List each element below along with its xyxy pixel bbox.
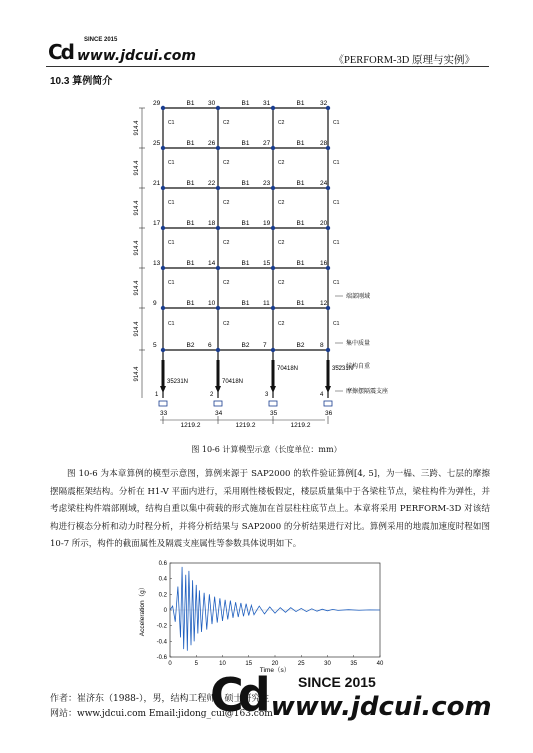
bay-width-label: 1219.2	[180, 422, 201, 429]
beam-label: B1	[186, 260, 195, 267]
node-number: 18	[208, 220, 216, 227]
node-number: 7	[263, 342, 267, 349]
column-label: C1	[168, 200, 175, 206]
story-height-label: 914.4	[134, 160, 140, 176]
frame-model-figure	[130, 98, 430, 438]
isolation-bearing	[324, 401, 332, 406]
column-label: C1	[168, 280, 175, 286]
footer-author: 作者：崔济东（1988-），男，结构工程师，硕士研究生	[50, 694, 270, 704]
node-number: 4	[320, 392, 324, 398]
node-dot	[161, 146, 165, 150]
node-number: 10	[208, 300, 216, 307]
beam-label: B1	[241, 300, 250, 307]
x-tick-label: 20	[271, 661, 279, 667]
node-number: 32	[320, 100, 328, 107]
column-label: C1	[168, 240, 175, 246]
column-label: C2	[278, 321, 285, 327]
node-dot	[271, 146, 275, 150]
story-height-label: 914.4	[134, 321, 140, 337]
y-tick-label: 0	[163, 608, 167, 614]
node-dot	[271, 226, 275, 230]
node-number: 26	[208, 140, 216, 147]
x-tick-label: 35	[350, 661, 358, 667]
node-number: 20	[320, 220, 328, 227]
node-number: 16	[320, 260, 328, 267]
node-dot	[271, 186, 275, 190]
node-number: 31	[263, 100, 271, 107]
node-number: 23	[263, 180, 271, 187]
column-label: C1	[333, 160, 340, 166]
x-tick-label: 25	[297, 661, 305, 667]
node-number: 17	[153, 220, 161, 227]
node-dot	[216, 106, 220, 110]
isolation-bearing	[159, 401, 167, 406]
column-label: C2	[223, 200, 230, 206]
y-axis-label: Acceleration（g）	[139, 583, 146, 637]
column-label: C1	[333, 321, 340, 327]
column-label: C1	[168, 321, 175, 327]
node-dot	[161, 306, 165, 310]
column-label: C2	[223, 321, 230, 327]
beam-label: B1	[241, 100, 250, 107]
beam-label: B1	[296, 140, 305, 147]
x-axis-label: Time（s）	[259, 667, 291, 673]
beam-label: B1	[186, 140, 195, 147]
node-dot	[216, 186, 220, 190]
column-label: C1	[168, 120, 175, 126]
book-title: 《PERFORM-3D 原理与实例》	[333, 55, 475, 66]
y-tick-label: 0.2	[158, 592, 167, 599]
column-label: C2	[278, 240, 285, 246]
x-tick-label: 30	[324, 661, 331, 667]
node-number: 34	[215, 410, 223, 417]
node-number: 22	[208, 180, 216, 187]
story-height-label: 914.4	[134, 280, 140, 296]
column-label: C1	[333, 200, 340, 206]
y-tick-label: -0.6	[156, 655, 167, 661]
node-number: 13	[153, 260, 161, 267]
body-paragraph: 图 10-6 为本章算例的模型示意图，算例来源于 SAP2000 的软件验证算例[4, 5]，为一榀、三跨、七层的摩擦摆隔震框架结构。分析在 H1-V 平面内进行，采用刚性楼板假定，楼层质量集中于各梁柱节点，梁柱构件为弹性，并考虑梁柱构件端部刚域，结构自重以集中荷载的形式施加在首层柱柱底节点上。本章将采用 PERFORM-3D 对该结构进行模态分析和动力时程分析，并将分析结果与 SAP2000 的分析结果进行对比。算例采用的地震加速度时程如图 10-7 所示，构件的截面属性及隔震支座属性等参数具体说明如下。	[50, 469, 490, 549]
beam-label: B1	[296, 220, 305, 227]
column-label: C1	[333, 120, 340, 126]
figure-10-6-caption: 图 10-6 计算模型示意（长度单位：mm）	[191, 445, 342, 454]
column-label: C2	[278, 160, 285, 166]
watermark-since: SINCE 2015	[298, 674, 376, 690]
legend-label: 集中质量	[346, 341, 371, 347]
node-number: 27	[263, 140, 271, 147]
node-number: 1	[155, 392, 159, 398]
beam-label: B1	[241, 260, 250, 267]
column-label: C1	[168, 160, 175, 166]
x-tick-label: 10	[219, 661, 226, 667]
node-number: 19	[263, 220, 271, 227]
x-tick-label: 40	[376, 661, 384, 667]
header-logo	[48, 37, 196, 64]
node-number: 11	[263, 300, 270, 307]
x-tick-label: 0	[168, 661, 172, 667]
bay-width-label: 1219.2	[290, 422, 311, 429]
load-arrow-head	[160, 386, 166, 393]
node-dot	[271, 306, 275, 310]
beam-label: B1	[296, 260, 305, 267]
column-label: C2	[278, 120, 285, 126]
legend-label: 端部刚域	[346, 294, 371, 300]
node-number: 2	[210, 392, 214, 398]
beam-label: B1	[186, 100, 195, 107]
node-dot	[216, 348, 220, 352]
watermark-logo	[210, 668, 492, 722]
node-number: 35	[270, 410, 278, 417]
beam-label: B1	[186, 180, 195, 187]
node-number: 8	[320, 342, 324, 349]
column-label: C1	[333, 280, 340, 286]
beam-label: B2	[186, 342, 195, 349]
load-arrow-head	[325, 386, 331, 393]
node-number: 12	[320, 300, 328, 307]
beam-label: B1	[241, 180, 250, 187]
node-dot	[161, 266, 165, 270]
node-number: 24	[320, 180, 328, 187]
beam-label: B1	[241, 220, 250, 227]
y-tick-label: -0.4	[156, 639, 167, 646]
node-number: 25	[153, 140, 161, 147]
y-tick-label: -0.2	[156, 623, 167, 630]
node-dot	[271, 106, 275, 110]
story-height-label: 914.4	[134, 200, 140, 216]
load-label: 35231N	[332, 366, 354, 372]
node-dot	[271, 266, 275, 270]
node-dot	[161, 226, 165, 230]
column-label: C2	[278, 200, 285, 206]
node-dot	[216, 266, 220, 270]
node-number: 9	[153, 300, 157, 307]
footer-contact: 网站：www.jdcui.com Email:jidong_cui@163.com	[50, 709, 273, 719]
node-dot	[271, 348, 275, 352]
node-dot	[161, 186, 165, 190]
node-dot	[216, 226, 220, 230]
legend-label: 摩擦摆隔震支座	[346, 389, 389, 395]
node-number: 30	[208, 100, 216, 107]
story-height-label: 914.4	[134, 366, 140, 382]
node-dot	[161, 106, 165, 110]
beam-label: B2	[296, 342, 305, 349]
column-label: C2	[223, 120, 230, 126]
acceleration-chart	[136, 558, 386, 673]
node-dot	[161, 348, 165, 352]
node-number: 36	[325, 410, 333, 417]
node-number: 28	[320, 140, 328, 147]
load-arrow-head	[215, 386, 221, 393]
y-tick-label: 0.6	[158, 561, 167, 567]
y-tick-label: 0.4	[158, 576, 167, 583]
column-label: C2	[223, 280, 230, 286]
load-label: 70418N	[222, 379, 244, 385]
logo-url: www.jdcui.com	[77, 48, 196, 64]
beam-label: B1	[296, 300, 305, 307]
bay-width-label: 1219.2	[235, 422, 256, 429]
column-label: C2	[223, 160, 230, 166]
watermark-mark: Cd	[210, 668, 265, 722]
x-tick-label: 5	[194, 661, 198, 667]
beam-label: B1	[186, 300, 195, 307]
x-tick-label: 15	[245, 661, 253, 667]
node-number: 33	[160, 410, 168, 417]
column-label: C2	[278, 280, 285, 286]
beam-label: B2	[241, 342, 250, 349]
load-arrow-head	[270, 386, 276, 393]
node-number: 3	[265, 392, 269, 398]
node-number: 14	[208, 260, 216, 267]
watermark-url: www.jdcui.com	[270, 692, 492, 722]
column-label: C2	[223, 240, 230, 246]
acceleration-series	[170, 567, 380, 651]
node-number: 21	[153, 180, 161, 187]
beam-label: B1	[241, 140, 250, 147]
story-height-label: 914.4	[134, 120, 140, 136]
node-number: 15	[263, 260, 271, 267]
header-rule	[46, 66, 489, 67]
beam-label: B1	[186, 220, 195, 227]
isolation-bearing	[269, 401, 277, 406]
story-height-label: 914.4	[134, 240, 140, 256]
logo-since: SINCE 2015	[84, 37, 118, 43]
beam-label: B1	[296, 180, 305, 187]
node-dot	[216, 306, 220, 310]
isolation-bearing	[214, 401, 222, 406]
load-label: 35231N	[167, 379, 189, 385]
node-dot	[326, 348, 330, 352]
node-number: 6	[208, 342, 212, 349]
logo-mark: Cd	[48, 40, 73, 64]
beam-label: B1	[296, 100, 305, 107]
node-number: 29	[153, 100, 161, 107]
node-number: 5	[153, 342, 157, 349]
legend-label: 结构自重	[346, 364, 371, 370]
load-label: 70418N	[277, 366, 299, 372]
node-dot	[216, 146, 220, 150]
section-title: 10.3 算例简介	[50, 76, 113, 87]
column-label: C1	[333, 240, 340, 246]
